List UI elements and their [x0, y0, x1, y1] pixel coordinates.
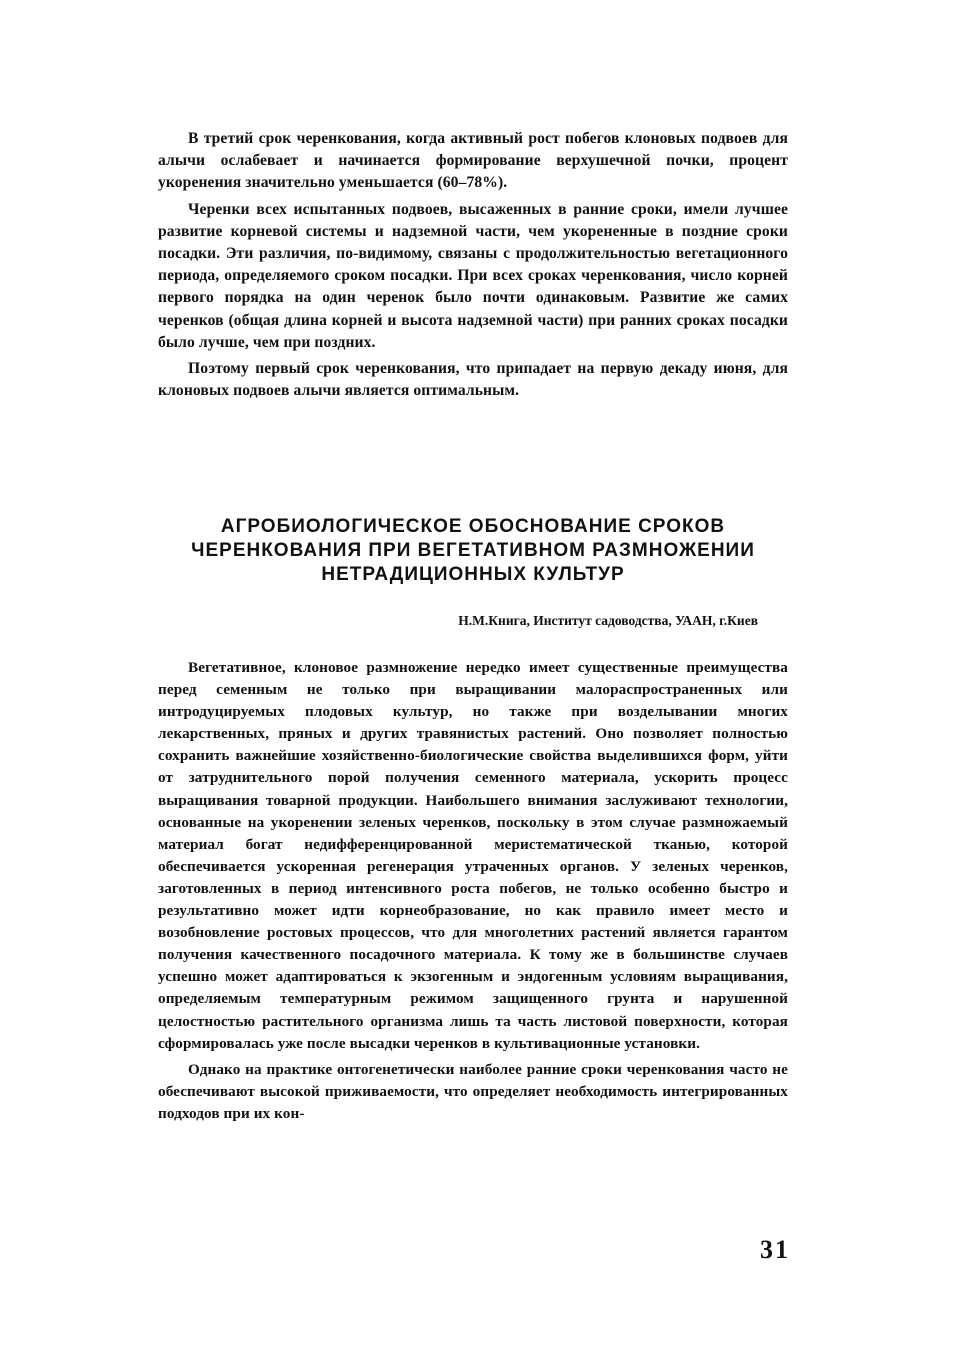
- paragraph: Однако на практике онтогенетически наиболее ранние сроки черенкования часто не обеспечивают высокой приживаемости, что определяет необходимость интегрированных подходов при их кон-: [158, 1060, 788, 1122]
- previous-article-conclusion: [158, 128, 788, 402]
- paragraph: Поэтому первый срок черенкования, что припадает на первую декаду июня, для клоновых подвоев алычи является оптимальным.: [158, 360, 788, 400]
- paragraph: Вегетативное, клоновое размножение нередко имеет существенные преимущества перед семенным не только при выращивании малораспространенных или интродуцируемых плодовых культур, но также при возделывании многих лекарственных, пряных и других травянистых растений. Оно позволяет полностью сохранить важнейшие хозяйственно-биологические свойства выделившихся форм, уйти от затруднительного порой получения семенного материала, ускорить процесс выращивания товарной продукции. Наибольшего внимания заслуживают технологии, основанные на укоренении зеленых черенков, поскольку в этом случае размножаемый материал богат недифференцированной меристематической тканью, которой обеспечивается ускоренная регенерация утраченных органов. У зеленых черенков, заготовленных в период интенсивного роста побегов, не только особенно быстро и результативно может идти корнеобразование, но как правило имеет место и возобновление ростовых процессов, что для многолетних растений является гарантом получения качественного посадочного материала. К тому же в большинстве случаев успешно может адаптироваться к экзогенным и эндогенным условиям выращивания, определяемым температурным режимом защищенного грунта и нарушенной целостностью растительного организма лишь та часть листовой поверхности, которая сформировалась уже после высадки черенков в культивационные установки.: [158, 659, 788, 1052]
- article-title: [158, 515, 788, 587]
- page-number: 31: [760, 1235, 790, 1264]
- article-body: [158, 657, 788, 1125]
- title-line: НЕТРАДИЦИОННЫХ КУЛЬТУР: [321, 564, 625, 585]
- paragraph: В третий срок черенкования, когда активный рост побегов клоновых подвоев для алычи ослабевает и начинается формирование верхушечной почки, процент укоренения значительно уменьшается (60–78%).: [158, 130, 788, 192]
- title-line: ЧЕРЕНКОВАНИЯ ПРИ ВЕГЕТАТИВНОМ РАЗМНОЖЕНИИ: [191, 540, 755, 561]
- title-line: АГРОБИОЛОГИЧЕСКОЕ ОБОСНОВАНИЕ СРОКОВ: [220, 516, 726, 537]
- paragraph: Черенки всех испытанных подвоев, высаженных в ранние сроки, имели лучшее развитие корневой системы и надземной части, чем укорененные в поздние сроки посадки. Эти различия, по-видимому, связаны с продолжительностью вегетационного периода, определяемого сроком посадки. При всех сроках черенкования, число корней первого порядка на один черенок было почти одинаковым. Развитие же самих черенков (общая длина корней и высота надземной части) при ранних сроках посадки было лучше, чем при поздних.: [158, 200, 788, 351]
- article-author: Н.М.Книга, Институт садоводства, УААН, г.Киев: [458, 613, 758, 628]
